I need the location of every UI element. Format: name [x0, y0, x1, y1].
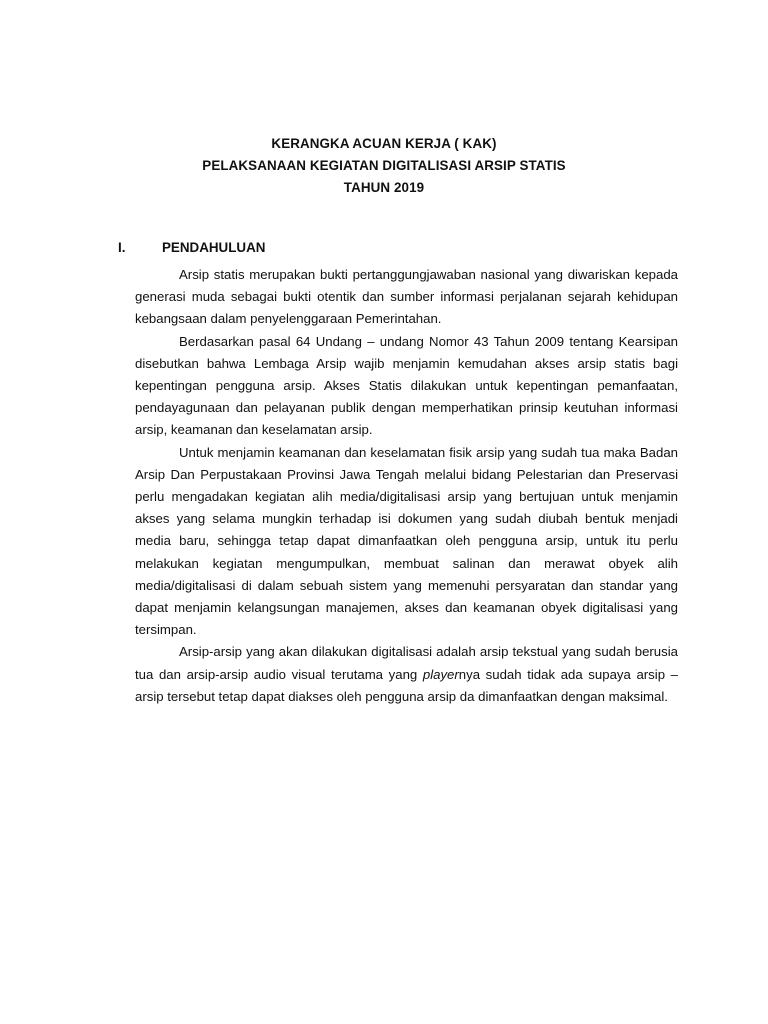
paragraph-4 — [135, 641, 678, 708]
paragraph-4-text-a: Arsip-arsip yang akan dilakukan digitalisasi adalah arsip tekstual yang sudah berusia tua dan arsip-arsip audio visual terutama yang — [135, 644, 678, 682]
paragraph-1: Arsip statis merupakan bukti pertanggungjawaban nasional yang diwariskan kepada generasi muda sebagai bukti otentik dan sumber informasi perjalanan sejarah kehidupan kebangsaan dalam penyelenggaraan Pemerintahan. — [135, 267, 678, 327]
section-body — [135, 264, 678, 708]
title-line-2: PELAKSANAAN KEGIATAN DIGITALISASI ARSIP STATIS — [202, 158, 566, 173]
paragraph-4-text-b: nya sudah tidak ada supaya arsip – arsip tersebut tetap dapat diakses oleh pengguna arsip da dimanfaatkan dengan maksimal. — [135, 666, 678, 704]
section-heading — [118, 238, 265, 258]
section-number: I. — [118, 240, 126, 255]
document-title — [0, 133, 768, 199]
title-line-3: TAHUN 2019 — [343, 180, 425, 195]
paragraph-2: Berdasarkan pasal 64 Undang – undang Nomor 43 Tahun 2009 tentang Kearsipan disebutkan bahwa Lembaga Arsip wajib menjamin kemudahan akses arsip statis bagi kepentingan pengguna arsip. Akses Statis dilakukan untuk kepentingan pemanfaatan, pendayagunaan dan pelayanan publik dengan memperhatikan prinsip keutuhan informasi arsip, keamanan dan keselamatan arsip. — [135, 333, 678, 438]
paragraph-4-italic-term: player — [422, 666, 459, 682]
paragraph-3: Untuk menjamin keamanan dan keselamatan fisik arsip yang sudah tua maka Badan Arsip Dan Perpustakaan Provinsi Jawa Tengah melalui bidang Pelestarian dan Preservasi perlu mengadakan kegiatan alih media/digitalisasi arsip yang bertujuan untuk menjamin akses yang selama mungkin terhadap isi dokumen yang sudah diubah bentuk menjadi media baru, sehingga tetap dapat dimanfaatkan oleh pengguna arsip, untuk itu perlu melakukan kegiatan mengumpulkan, membuat salinan dan merawat obyek alih media/digitalisasi di dalam sebuah sistem yang memenuhi persyaratan dan standar yang dapat menjamin kelangsungan manajemen, akses dan keamanan obyek digitalisasi yang tersimpan. — [135, 444, 678, 638]
title-line-1: KERANGKA ACUAN KERJA ( KAK) — [271, 136, 497, 151]
section-title: PENDAHULUAN — [162, 240, 266, 255]
